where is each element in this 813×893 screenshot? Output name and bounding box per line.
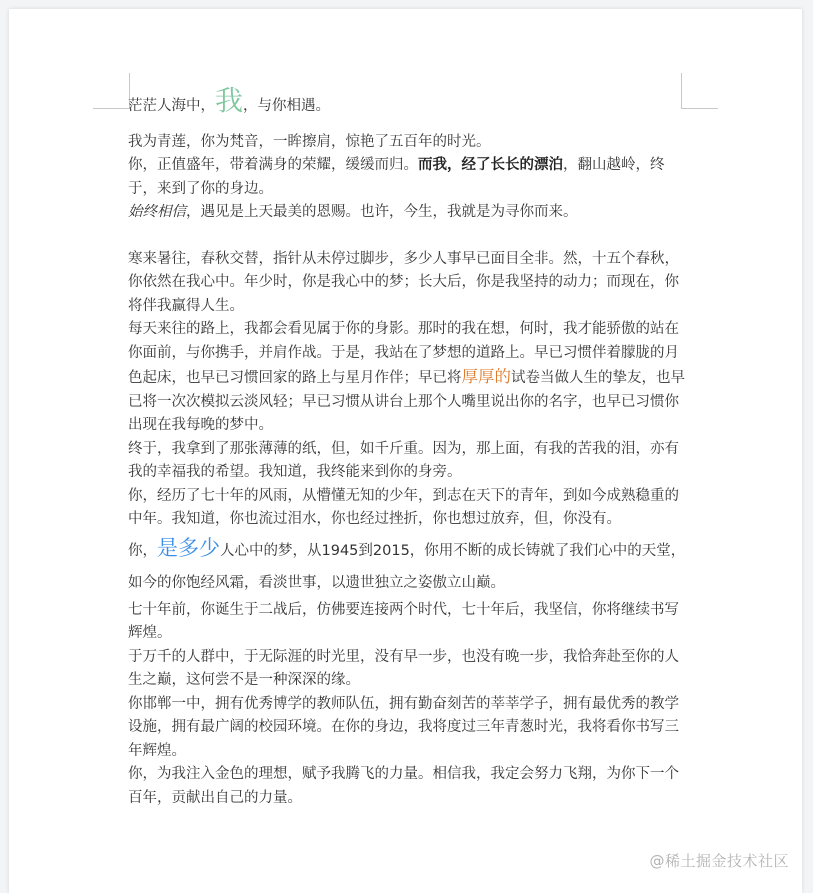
margin-corner-top-left: [93, 73, 130, 109]
watermark: @稀土掘金技术社区: [649, 852, 789, 870]
bold-text: 而我，经了长长的漂泊: [418, 157, 563, 173]
paragraph-12: 你邯郸一中，拥有优秀博学的教师队伍，拥有勤奋刻苦的莘莘学子，拥有最优秀的教学设施，拥有最广阔的校园环境。在你的身边，我将度过三年青葱时光，我将看你书写三年辉煌。: [128, 695, 679, 759]
paragraph-7: 终于，我拿到了那张薄薄的纸，但，如千斤重。因为，那上面，有我的苦我的泪，亦有我的幸福我的希望。我知道，我终能来到你的身旁。: [128, 440, 679, 480]
paragraph-10: 七十年前，你诞生于二战后，仿佛要连接两个时代，七十年后，我坚信，你将继续书写辉煌。: [128, 601, 679, 641]
paragraph-8: 你，经历了七十年的风雨，从懵懂无知的少年，到志在天下的青年，到如今成熟稳重的中年。我知道，你也流过泪水，你也经过挫折，你也想过放弃，但，你没有。: [128, 487, 679, 527]
document-body[interactable]: [128, 84, 688, 810]
highlight-blue-text: 是多少: [157, 535, 220, 560]
paragraph-13: 你，为我注入金色的理想，赋予我腾飞的力量。相信我，我定会努力飞翔，为你下一个百年，贡献出自己的力量。: [128, 766, 679, 806]
paragraph-11: 于万千的人群中，于无际涯的时光里，没有早一步，也没有晚一步，我恰奔赴至你的人生之巅，这何尝不是一种深深的缘。: [128, 648, 679, 688]
paragraph-3: 你，正值盛年，带着满身的荣耀，缓缓而归。而我，经了长长的漂泊，翻山越岭，终于，来到了你的身边。: [128, 157, 665, 197]
document-page: [9, 9, 802, 893]
paragraph-2: 我为青莲，你为梵音，一眸擦肩，惊艳了五百年的时光。: [128, 133, 491, 150]
paragraph-5: 寒来暑往，春秋交替，指针从未停过脚步，多少人事早已面目全非。然，十五个春秋，你依然在我心中。年少时，你是我心中的梦；长大后，你是我坚持的动力；而现在，你将伴我赢得人生。: [128, 250, 679, 314]
italic-text: 始终相信: [128, 204, 186, 220]
paragraph-6: 每天来往的路上，我都会看见属于你的身影。那时的我在想，何时，我才能骄傲的站在你面前，与你携手，并肩作战。于是，我站在了梦想的道路上。早已习惯伴着朦胧的月色起床，也早已习惯回家的路上与星月作伴；早已将厚厚的试卷当做人生的挚友，也早已将一次次模拟云淡风轻；早已习惯从讲台上那个人嘴里说出你的名字，也早已习惯你出现在我每晚的梦中。: [128, 321, 685, 433]
highlight-orange-text: 厚厚的: [461, 367, 511, 386]
paragraph-1: 茫茫人海中，我，与你相遇。: [128, 84, 331, 117]
paragraph-9: 你，是多少人心中的梦，从1945到2015，你用不断的成长铸就了我们心中的天堂，如今的你饱经风霜，看淡世事，以遗世独立之姿傲立山巅。: [128, 535, 686, 591]
highlight-green-text: 我: [215, 84, 244, 117]
paragraph-4: 始终相信，遇见是上天最美的恩赐。也许，今生，我就是为寻你而来。: [128, 204, 578, 220]
